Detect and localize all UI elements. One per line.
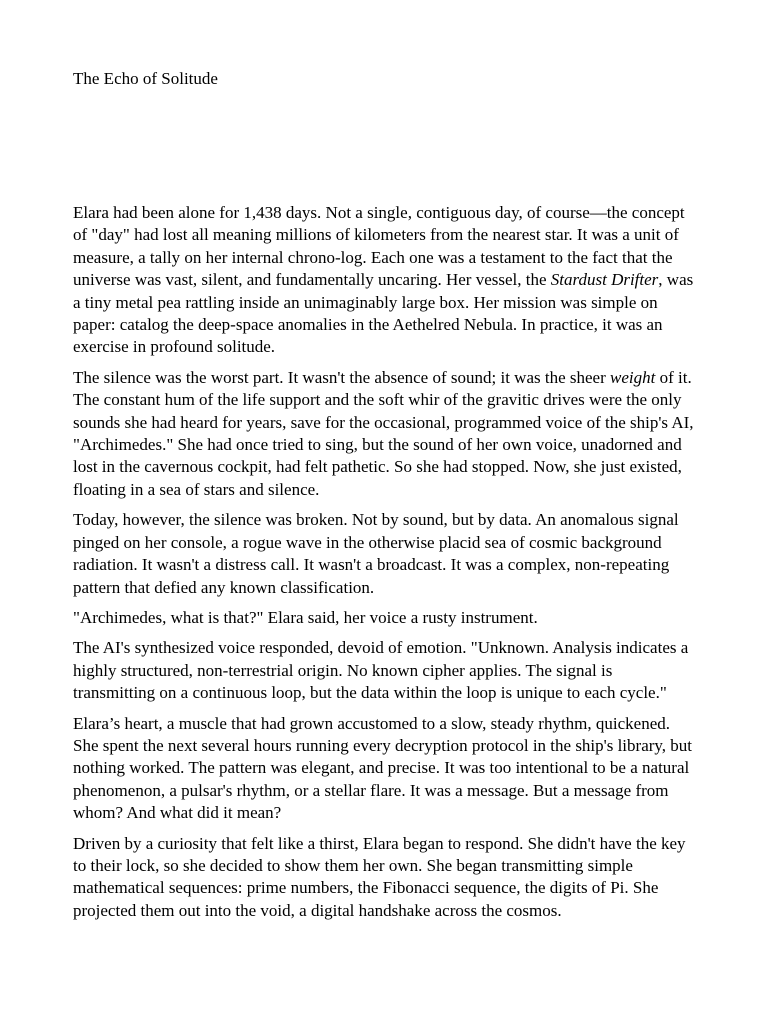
paragraph-text: Elara had been alone for 1,438 days. Not a single, contiguous day, of course—the concept of "day" had lost all meaning millions of kilometers from the nearest star. It was a unit of measure, a tally on her internal chrono-log. Each one was a testament to the fact that the universe was vast, silent, and fundamentally uncaring. Her vessel, the [73,203,685,290]
document-page [73,68,697,930]
paragraph-text: , was a tiny metal pea rattling inside an unimaginably large box. Her mission was simple on paper: catalog the deep-space anomalies in the Aethelred Nebula. In practice, it was an exercise in profound solitude. [73,270,694,357]
paragraph-2 [73,367,697,501]
paragraph-3: Today, however, the silence was broken. Not by sound, but by data. An anomalous signal pinged on her console, a rogue wave in the otherwise placid sea of cosmic background radiation. It wasn't a distress call. It wasn't a broadcast. It was a complex, non-repeating pattern that defied any known classification. [73,510,679,597]
paragraph-6: Elara’s heart, a muscle that had grown accustomed to a slow, steady rhythm, quickened. She spent the next several hours running every decryption protocol in the ship's library, but nothing worked. The pattern was elegant, and precise. It was too intentional to be a natural phenomenon, a pulsar's rhythm, or a stellar flare. It was a message. But a message from whom? And what did it mean? [73,713,693,823]
document-body [73,202,697,922]
paragraph-4: "Archimedes, what is that?" Elara said, her voice a rusty instrument. [73,607,538,627]
paragraph-7: Driven by a curiosity that felt like a thirst, Elara began to respond. She didn't have the key to their lock, so she decided to show them her own. She began transmitting simple mathematical sequences: prime numbers, the Fibonacci sequence, the digits of Pi. She projected them out into the void, a digital handshake across the cosmos. [73,833,686,920]
ship-name-italic: Stardust Drifter [550,270,659,290]
paragraph-text: The silence was the worst part. It wasn't the absence of sound; it was the sheer [73,367,610,387]
paragraph-text: of it. The constant hum of the life support and the soft whir of the gravitic drives were the only sounds she had heard for years, save for the occasional, programmed voice of the ship's AI, "Archimedes." She had once tried to sing, but the sound of her own voice, unadorned and lost in the cavernous cockpit, had felt pathetic. So she had stopped. Now, she just existed, floating in a sea of stars and silence. [73,367,694,499]
paragraph-1 [73,202,697,359]
document-title: The Echo of Solitude [73,69,218,88]
weight-italic: weight [610,367,656,387]
paragraph-5: The AI's synthesized voice responded, devoid of emotion. "Unknown. Analysis indicates a highly structured, non-terrestrial origin. No known cipher applies. The signal is transmitting on a continuous loop, but the data within the loop is unique to each cycle." [73,638,689,703]
